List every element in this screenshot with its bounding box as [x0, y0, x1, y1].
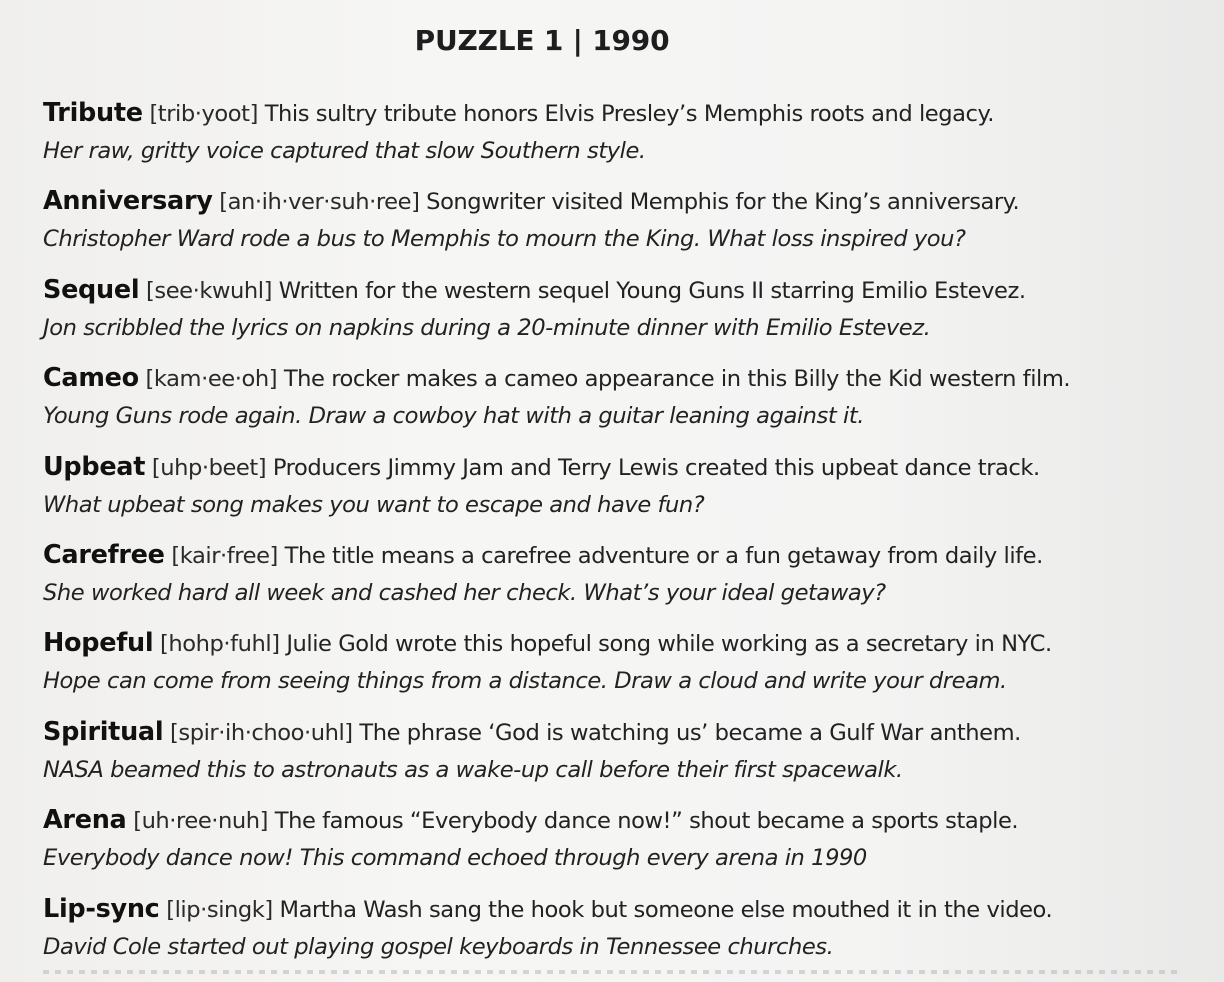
entry-prompt: David Cole started out playing gospel keyboards in Tennessee churches.: [43, 933, 834, 960]
entry-cameo: [43, 360, 1218, 448]
entry-pronunciation: [an·ih·ver·suh·ree]: [219, 189, 420, 216]
entry-prompt: Everybody dance now! This command echoed through every arena in 1990: [43, 845, 867, 872]
entry-word: Spiritual: [43, 716, 164, 747]
entry-line: [43, 272, 1218, 310]
entry-description: Producers Jimmy Jam and Terry Lewis created this upbeat dance track.: [272, 454, 1040, 481]
entry-word: Upbeat: [43, 451, 146, 482]
entry-pronunciation: [uh·ree·nuh]: [133, 808, 268, 835]
entry-line: [43, 537, 1218, 575]
entry-prompt: She worked hard all week and cashed her check. What’s your ideal getaway?: [43, 579, 886, 606]
entry-hopeful: [43, 625, 1218, 713]
entry-description: The famous “Everybody dance now!” shout became a sports staple.: [274, 808, 1019, 835]
page-title: PUZZLE 1 | 1990: [414, 24, 670, 57]
entry-prompt: Hope can come from seeing things from a distance. Draw a cloud and write your dream.: [43, 668, 1007, 695]
entry-lip-sync: [43, 891, 1218, 979]
entry-carefree: [43, 537, 1218, 625]
entry-line: [43, 891, 1218, 929]
entry-spiritual: [43, 714, 1218, 802]
entry-line: [43, 714, 1218, 752]
entry-word: Arena: [43, 805, 127, 836]
entry-pronunciation: [lip·singk]: [166, 896, 273, 923]
entry-description: Songwriter visited Memphis for the King’s anniversary.: [426, 189, 1020, 216]
entry-prompt: Christopher Ward rode a bus to Memphis to mourn the King. What loss inspired you?: [43, 226, 966, 253]
entry-prompt: What upbeat song makes you want to escape and have fun?: [43, 491, 705, 518]
entry-list: [43, 95, 1218, 979]
entry-anniversary: [43, 183, 1218, 271]
entry-prompt: Her raw, gritty voice captured that slow Southern style.: [43, 138, 646, 164]
entry-word: Sequel: [43, 274, 140, 305]
entry-pronunciation: [kair·free]: [171, 542, 278, 569]
entry-arena: [43, 802, 1218, 890]
entry-line: [43, 360, 1218, 398]
cutoff-text-line: [43, 970, 1183, 974]
entry-description: The phrase ‘God is watching us’ became a Gulf War anthem.: [359, 719, 1021, 746]
entry-pronunciation: [hohp·fuhl]: [160, 631, 280, 658]
entry-sequel: [43, 272, 1218, 360]
entry-upbeat: [43, 449, 1218, 537]
entry-description: Martha Wash sang the hook but someone else mouthed it in the video.: [279, 896, 1053, 923]
entry-word: Lip-sync: [43, 893, 160, 924]
entry-prompt: NASA beamed this to astronauts as a wake-up call before their first spacewalk.: [43, 756, 903, 783]
entry-line: [43, 183, 1218, 221]
entry-word: Hopeful: [43, 628, 154, 659]
entry-line: [43, 625, 1218, 663]
entry-line: [43, 95, 1218, 133]
entry-word: Anniversary: [43, 186, 213, 217]
entry-word: Cameo: [43, 363, 139, 394]
entry-pronunciation: [see·kwuhl]: [146, 277, 272, 304]
entry-description: Written for the western sequel Young Guns II starring Emilio Estevez.: [278, 277, 1026, 304]
entry-word: Tribute: [43, 98, 143, 128]
entry-prompt: Young Guns rode again. Draw a cowboy hat with a guitar leaning against it.: [43, 403, 864, 430]
entry-tribute: [43, 95, 1218, 183]
entry-prompt: Jon scribbled the lyrics on napkins during a 20-minute dinner with Emilio Estevez.: [43, 314, 931, 341]
entry-description: This sultry tribute honors Elvis Presley’s Memphis roots and legacy.: [264, 101, 994, 127]
entry-line: [43, 449, 1218, 487]
entry-description: Julie Gold wrote this hopeful song while working as a secretary in NYC.: [286, 631, 1052, 658]
entry-line: [43, 802, 1218, 840]
entry-pronunciation: [uhp·beet]: [151, 454, 267, 481]
entry-description: The title means a carefree adventure or a fun getaway from daily life.: [284, 542, 1043, 569]
entry-description: The rocker makes a cameo appearance in this Billy the Kid western film.: [283, 366, 1071, 393]
entry-pronunciation: [spir·ih·choo·uhl]: [170, 719, 353, 746]
entry-pronunciation: [kam·ee·oh]: [145, 366, 278, 393]
entry-pronunciation: [trib·yoot]: [149, 101, 258, 127]
entry-word: Carefree: [43, 539, 165, 570]
